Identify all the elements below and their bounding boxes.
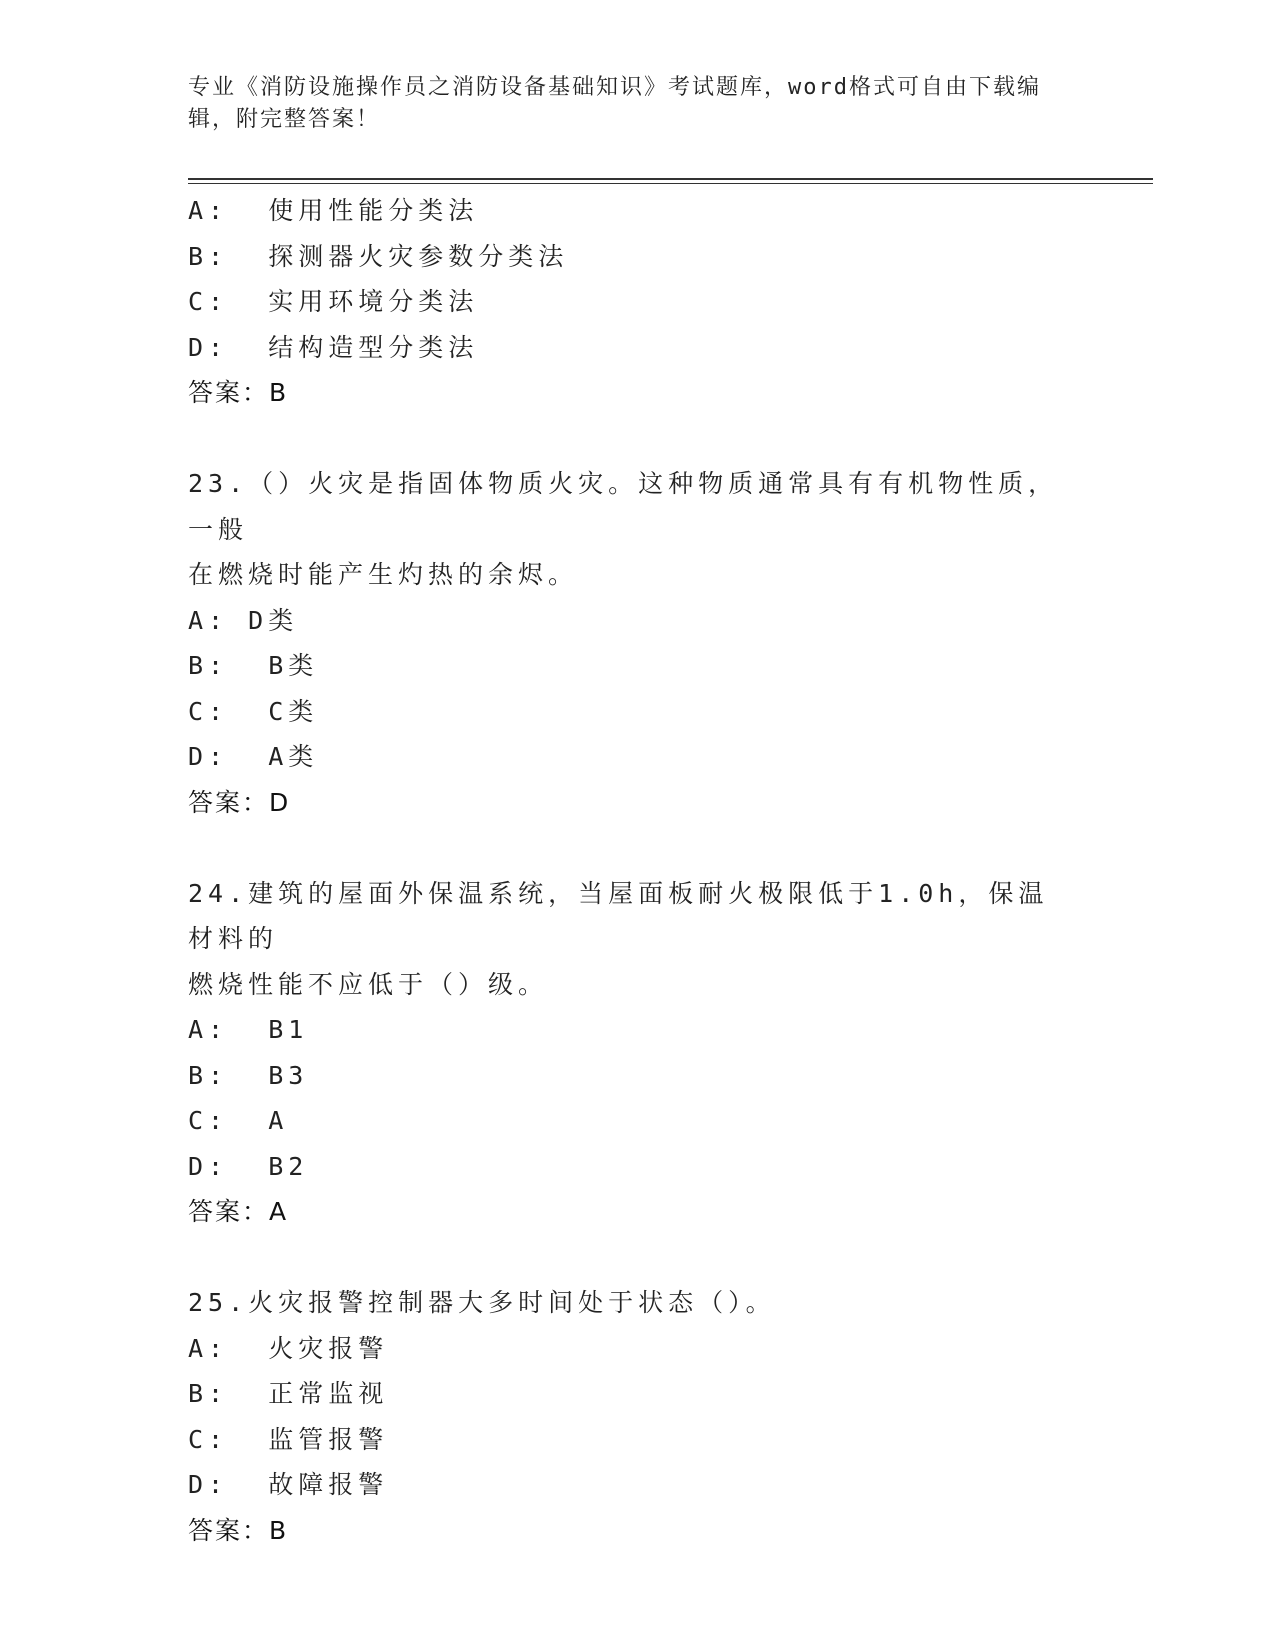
option-d: D: A类 bbox=[188, 742, 319, 771]
option-c: C: A bbox=[188, 1106, 289, 1135]
answer: 答案：B bbox=[188, 378, 289, 407]
option-b: B: 探测器火灾参数分类法 bbox=[188, 241, 569, 271]
option-a: A: B1 bbox=[188, 1015, 309, 1044]
header-line-1: 专业《消防设施操作员之消防设备基础知识》考试题库，word格式可自由下载编 bbox=[188, 75, 1041, 100]
option-b: B: B类 bbox=[188, 651, 319, 680]
option-a: A: D类 bbox=[188, 605, 299, 635]
answer: 答案：D bbox=[188, 787, 291, 817]
option-c: C: C类 bbox=[188, 696, 319, 726]
option-a: A: 使用性能分类法 bbox=[188, 196, 479, 225]
spacer bbox=[188, 416, 1088, 462]
option-b: B: B3 bbox=[188, 1060, 309, 1090]
question-stem-line-2: 在燃烧时能产生灼热的余烬。 bbox=[188, 560, 579, 589]
answer: 答案：B bbox=[188, 1515, 289, 1545]
option-c: C: 实用环境分类法 bbox=[188, 287, 479, 316]
header-line-2: 辑，附完整答案！ bbox=[188, 107, 381, 132]
answer: 答案：A bbox=[188, 1197, 289, 1226]
document-header bbox=[188, 72, 1068, 136]
question-list bbox=[188, 188, 1088, 1553]
option-a: A: 火灾报警 bbox=[188, 1333, 389, 1363]
question-stem-line-2: 燃烧性能不应低于（）级。 bbox=[188, 969, 549, 999]
question-stem-line-1: 24.建筑的屋面外保温系统，当屋面板耐火极限低于1.0h，保温材料的 bbox=[188, 878, 1049, 953]
question-22 bbox=[188, 188, 1088, 416]
option-d: D: 故障报警 bbox=[188, 1470, 389, 1499]
option-b: B: 正常监视 bbox=[188, 1379, 389, 1408]
header-rule-thick bbox=[188, 178, 1153, 180]
option-d: D: B2 bbox=[188, 1151, 309, 1181]
question-24 bbox=[188, 871, 1088, 1235]
question-25 bbox=[188, 1280, 1088, 1553]
option-c: C: 监管报警 bbox=[188, 1424, 389, 1454]
question-23 bbox=[188, 461, 1088, 825]
header-rule-thin bbox=[188, 183, 1153, 184]
spacer bbox=[188, 1235, 1088, 1281]
question-stem-line-1: 25.火灾报警控制器大多时间处于状态（）。 bbox=[188, 1288, 776, 1317]
question-stem-line-1: 23.（）火灾是指固体物质火灾。这种物质通常具有有机物性质，一般 bbox=[188, 469, 1059, 544]
spacer bbox=[188, 825, 1088, 871]
option-d: D: 结构造型分类法 bbox=[188, 332, 479, 362]
